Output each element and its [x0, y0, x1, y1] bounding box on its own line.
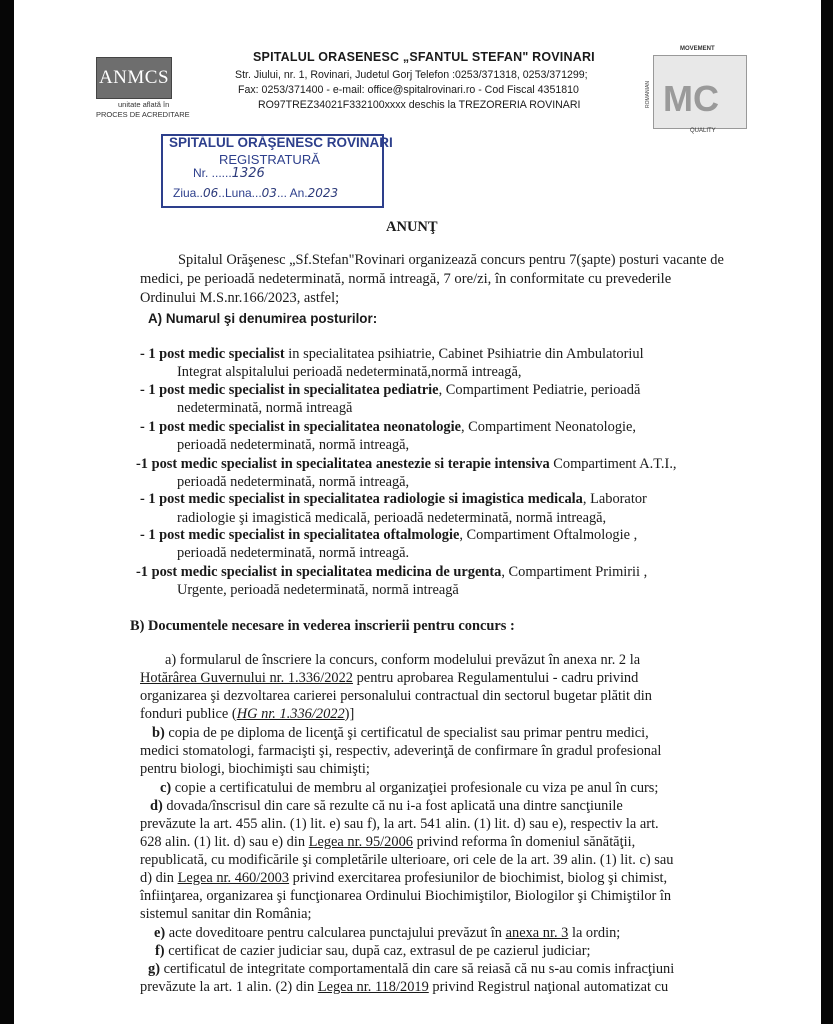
doc-d-line-3: 628 alin. (1) lit. d) sau e) din Legea nr. 95/2006 privind reforma în domeniul sănătăţii, — [140, 834, 636, 850]
anmcs-subtitle-2: PROCES DE ACREDITARE — [96, 110, 190, 119]
mc-logo-letters: MC — [663, 78, 719, 119]
doc-d-line-7: sistemul sanitar din România; — [140, 906, 312, 922]
mc-logo-bottom-text: QUALITY — [690, 128, 716, 134]
post-1-line-2: Integrat alspitalului perioadă nedeterminată,normă intreagă, — [177, 364, 522, 380]
doc-e-line-1: e) acte doveditoare pentru calcularea punctajului prevăzut în anexa nr. 3 la ordin; — [154, 925, 621, 941]
doc-d-line-1: d) dovada/înscrisul din care să rezulte că nu i-a fost aplicată una dintre sancţiunile — [150, 798, 623, 814]
post-3-line-2: perioadă nedeterminată, normă intreagă, — [177, 437, 410, 453]
doc-g-line-2: prevăzute la art. 1 alin. (2) din Legea nr. 118/2019 privind Registrul naţional automatizat cu — [140, 979, 669, 995]
scan-border-right — [821, 0, 833, 1024]
hospital-name: SPITALUL ORASENESC „SFANTUL STEFAN" ROVINARI — [253, 50, 595, 64]
address-line-3: RO97TREZ34021F332100xxxx deschis la TREZORERIA ROVINARI — [258, 99, 581, 111]
stamp-number-value: 1326 — [231, 166, 265, 181]
document-title: ANUNŢ — [386, 219, 438, 235]
doc-a-line-1: a) formularul de înscriere la concurs, conform modelului prevăzut în anexa nr. 2 la — [165, 652, 641, 668]
link-legea-95-2006[interactable]: Legea nr. 95/2006 — [308, 834, 413, 850]
doc-c-line-1: c) copie a certificatului de membru al organizaţiei profesionale cu viza pe anul în curs; — [160, 780, 659, 796]
mc-logo-side-text: ROMANIAN — [645, 81, 651, 108]
doc-f-line-1: f) certificat de cazier judiciar sau, după caz, extrasul de pe cazierul judiciar; — [155, 943, 591, 959]
doc-a-line-2: Hotărârea Guvernului nr. 1.336/2022 pentru aprobarea Regulamentului - cadru privind — [140, 670, 639, 686]
anmcs-subtitle: unitate aflată în — [118, 100, 170, 109]
intro-line-1: Spitalul Orăşenesc „Sf.Stefan"Rovinari organizează concurs pentru 7(şapte) posturi vacante de — [178, 252, 724, 268]
stamp-registry: REGISTRATURĂ — [219, 152, 320, 167]
doc-b-line-3: pentru biologi, biochimişti sau chimişti; — [140, 761, 370, 777]
stamp-day: 06 — [203, 186, 219, 200]
link-legea-460-2003[interactable]: Legea nr. 460/2003 — [177, 870, 290, 886]
section-b-heading: B) Documentele necesare in vederea inscrierii pentru concurs : — [130, 618, 515, 634]
intro-line-3: Ordinului M.S.nr.166/2023, astfel; — [140, 290, 340, 306]
stamp-month: 03 — [261, 186, 277, 200]
intro-line-2: medici, pe perioadă nedeterminată, normă intreagă, 7 ore/zi, în conformitate cu prevederile — [140, 271, 672, 287]
link-legea-118-2019[interactable]: Legea nr. 118/2019 — [317, 979, 429, 995]
post-7-line-2: Urgente, perioadă nedeterminată, normă intreagă — [177, 582, 459, 598]
post-5-line-2: radiologie şi imagistică medicală, perioadă nedeterminată, normă intreagă, — [177, 510, 607, 526]
doc-b-line-2: medici stomatologi, farmacişti şi, respectiv, adeverinţă de confirmare în gradul profesional — [140, 743, 662, 759]
section-a-heading: A) Numarul şi denumirea posturilor: — [148, 311, 378, 326]
stamp-date: Ziua..06..Luna...03... An.2023 — [173, 186, 339, 200]
doc-a-line-3: organizarea şi dezvoltarea carierei personalului contractual din sectorul bugetar plătit din — [140, 688, 652, 704]
doc-a-line-4: fonduri publice (HG nr. 1.336/2022)] — [140, 706, 355, 722]
scan-border-left — [0, 0, 14, 1024]
link-anexa-3[interactable]: anexa nr. 3 — [505, 925, 569, 941]
stamp-year: 2023 — [307, 186, 339, 200]
address-line-1: Str. Jiului, nr. 1, Rovinari, Judetul Gorj Telefon :0253/371318, 0253/371299; — [235, 69, 588, 81]
stamp-number: Nr. ......1326 — [193, 166, 265, 181]
anmcs-logo: ANMCS — [96, 57, 172, 99]
post-4-line-1: -1 post medic specialist in specialitatea anestezie si terapie intensiva Compartiment A.T.I., — [136, 456, 677, 472]
link-hg-nr-1336[interactable]: HG nr. 1.336/2022 — [236, 706, 345, 722]
link-hg-1336-2022[interactable]: Hotărârea Guvernului nr. 1.336/2022 — [140, 670, 354, 686]
doc-d-line-2: prevăzute la art. 455 alin. (1) lit. e) sau f), la art. 541 alin. (1) lit. d) sau e), respectiv la art. — [140, 816, 659, 832]
post-1-line-1: - 1 post medic specialist in specialitatea psihiatrie, Cabinet Psihiatrie din Ambulatoriul — [140, 346, 644, 362]
post-4-line-2: perioadă nedeterminată, normă intreagă, — [177, 474, 410, 490]
mc-logo-top-text: MOVEMENT — [680, 46, 715, 52]
post-3-line-1: - 1 post medic specialist in specialitatea neonatologie, Compartiment Neonatologie, — [140, 419, 637, 435]
address-line-2: Fax: 0253/371400 - e-mail: office@spitalrovinari.ro - Cod Fiscal 4351810 — [238, 84, 579, 96]
doc-g-line-1: g) certificatul de integritate comportamentală din care să reiasă că nu s-au comis infracţiuni — [148, 961, 675, 977]
post-2-line-1: - 1 post medic specialist in specialitatea pediatrie, Compartiment Pediatrie, perioadă — [140, 382, 641, 398]
post-7-line-1: -1 post medic specialist in specialitatea medicina de urgenta, Compartiment Primirii , — [136, 564, 648, 580]
doc-d-line-4: republicată, cu modificările şi completările ulterioare, ori cele de la art. 39 alin. (1) lit. c) sau — [140, 852, 674, 868]
doc-d-line-5: d) din Legea nr. 460/2003 privind exercitarea profesiunilor de biochimist, biolog şi chimist, — [140, 870, 668, 886]
doc-d-line-6: înfiinţarea, organizarea şi funcţionarea Ordinului Biochimiştilor, Biologilor şi Chimiştilor în — [140, 888, 672, 904]
post-6-line-1: - 1 post medic specialist in specialitatea oftalmologie, Compartiment Oftalmologie , — [140, 527, 638, 543]
registry-stamp — [161, 134, 393, 208]
post-5-line-1: - 1 post medic specialist in specialitatea radiologie si imagistica medicala, Laborator — [140, 491, 647, 507]
post-2-line-2: nedeterminată, normă intreagă — [177, 400, 353, 416]
doc-b-line-1: b) copia de pe diploma de licenţă şi certificatul de specialist sau primar pentru medici, — [152, 725, 649, 741]
post-6-line-2: perioadă nedeterminată, normă intreagă. — [177, 545, 410, 561]
stamp-hospital: SPITALUL ORĂŞENESC ROVINARI — [169, 135, 393, 150]
